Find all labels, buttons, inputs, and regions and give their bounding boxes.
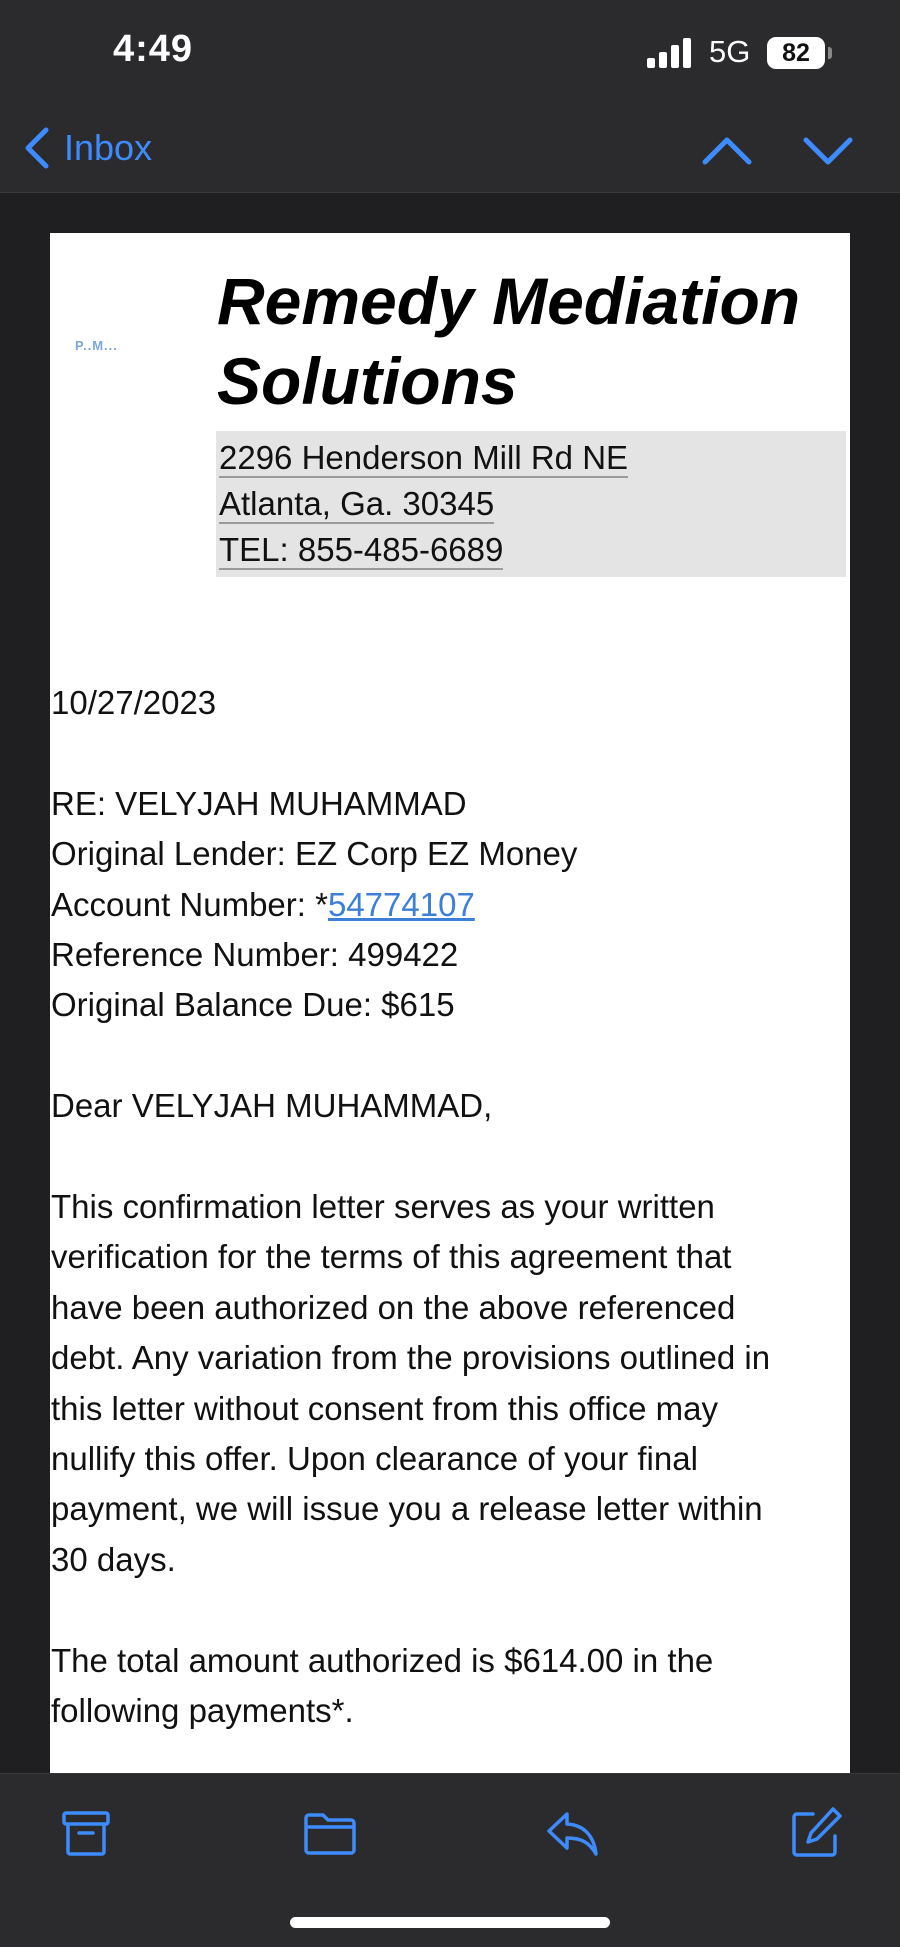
paragraph-line: payment, we will issue you a release letter within	[51, 1490, 763, 1528]
chevron-down-icon	[801, 124, 855, 178]
battery-nub	[828, 47, 832, 59]
address-city[interactable]: Atlanta, Ga. 30345	[219, 485, 495, 522]
compose-button[interactable]	[787, 1804, 845, 1862]
move-to-folder-button[interactable]	[301, 1804, 359, 1862]
home-indicator[interactable]	[290, 1917, 610, 1928]
archive-button[interactable]	[57, 1804, 115, 1862]
network-type: 5G	[709, 34, 751, 69]
company-name-line1: Remedy Mediation	[217, 264, 801, 338]
company-name	[217, 261, 847, 421]
paragraph-line: 30 days.	[51, 1540, 176, 1578]
total-line: The total amount authorized is $614.00 in the	[51, 1641, 714, 1679]
letter-document	[50, 233, 850, 1773]
company-name-line2: Solutions	[217, 344, 518, 418]
original-lender: Original Lender: EZ Corp EZ Money	[51, 835, 578, 873]
paragraph-line: this letter without consent from this office may	[51, 1389, 719, 1427]
back-to-inbox-button[interactable]	[22, 118, 152, 178]
email-content[interactable]	[0, 193, 900, 1773]
letter-body	[51, 678, 846, 1736]
chevron-up-icon	[700, 124, 754, 178]
cellular-signal-icon	[647, 38, 695, 68]
paragraph-line: have been authorized on the above referenced	[51, 1288, 736, 1326]
reply-button[interactable]	[543, 1804, 601, 1862]
total-line: following payments*.	[51, 1692, 354, 1730]
chevron-left-icon	[22, 126, 52, 170]
account-number-link[interactable]: 54774107	[327, 885, 475, 923]
archive-icon	[57, 1804, 115, 1862]
compose-icon	[787, 1804, 845, 1862]
nav-bar	[0, 110, 900, 193]
battery-level: 82	[782, 39, 810, 67]
paragraph-line: verification for the terms of this agreement that	[51, 1238, 732, 1276]
address-block	[216, 431, 846, 577]
salutation: Dear VELYJAH MUHAMMAD,	[51, 1087, 493, 1125]
re-line: RE: VELYJAH MUHAMMAD	[51, 784, 467, 822]
reference-number: Reference Number: 499422	[51, 936, 459, 974]
previous-message-button[interactable]	[700, 124, 754, 178]
paragraph-line: nullify this offer. Upon clearance of your final	[51, 1440, 698, 1478]
original-balance: Original Balance Due: $615	[51, 986, 455, 1024]
bottom-toolbar	[0, 1773, 900, 1947]
account-number-line: Account Number: *54774107	[51, 885, 475, 923]
address-phone[interactable]: TEL: 855-485-6689	[219, 531, 504, 568]
battery-icon	[767, 37, 825, 69]
letter-date: 10/27/2023	[51, 684, 217, 721]
status-bar	[0, 0, 900, 110]
address-street[interactable]: 2296 Henderson Mill Rd NE	[219, 439, 629, 476]
folder-icon	[301, 1804, 359, 1862]
company-logo: P..M...	[75, 338, 118, 353]
next-message-button[interactable]	[801, 124, 855, 178]
reply-icon	[543, 1804, 601, 1862]
back-label: Inbox	[64, 127, 153, 168]
paragraph-line: debt. Any variation from the provisions outlined in	[51, 1339, 771, 1377]
paragraph-line: This confirmation letter serves as your written	[51, 1188, 715, 1226]
status-time: 4:49	[113, 28, 194, 70]
